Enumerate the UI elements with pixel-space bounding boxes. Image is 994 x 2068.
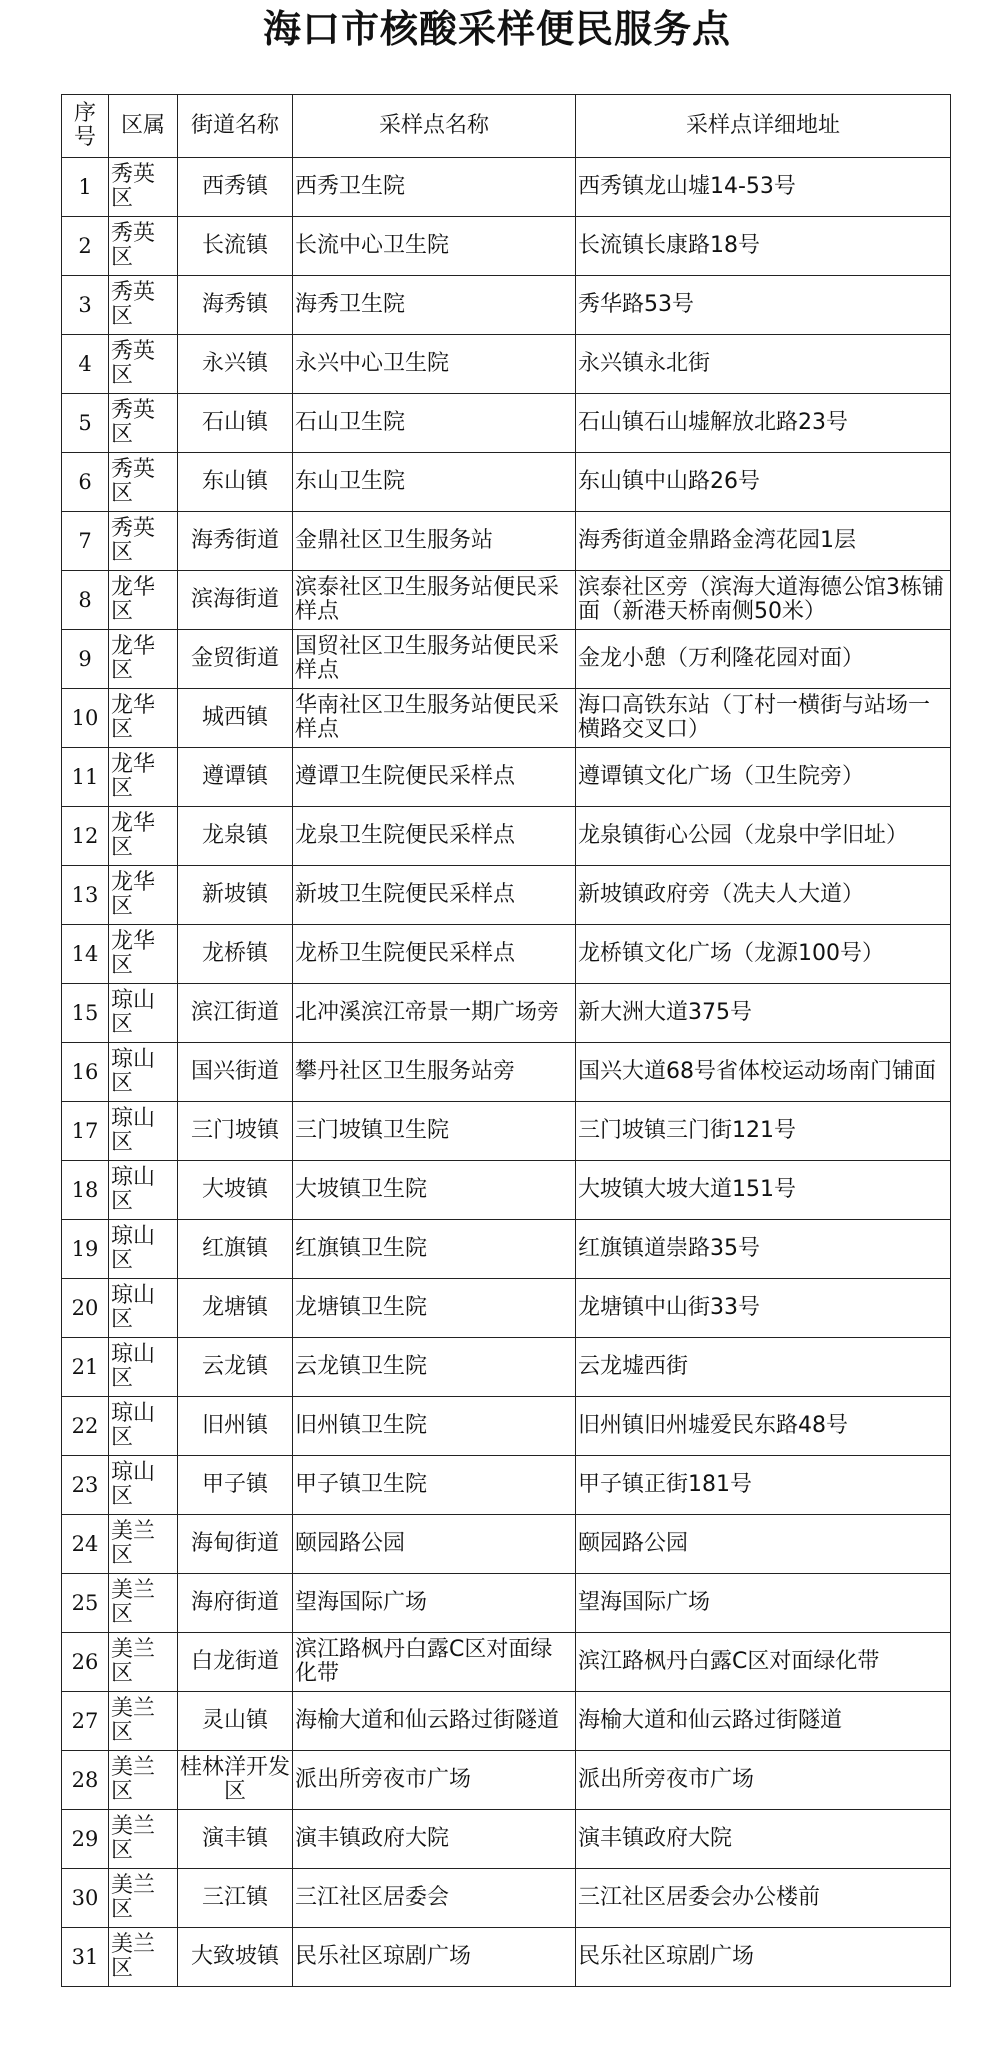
- row-site: 旧州镇卫生院: [293, 1397, 576, 1456]
- row-district: 秀英区: [109, 453, 178, 512]
- table-row: [62, 512, 951, 571]
- row-site: 大坡镇卫生院: [293, 1161, 576, 1220]
- row-no: 9: [62, 630, 109, 689]
- row-district: 龙华区: [109, 866, 178, 925]
- row-district: 秀英区: [109, 217, 178, 276]
- row-district: 琼山区: [109, 1102, 178, 1161]
- row-address: 海秀街道金鼎路金湾花园1层: [576, 512, 951, 571]
- row-no: 12: [62, 807, 109, 866]
- row-street: 东山镇: [178, 453, 293, 512]
- row-street: 新坡镇: [178, 866, 293, 925]
- row-street: 海秀镇: [178, 276, 293, 335]
- row-no: 27: [62, 1692, 109, 1751]
- row-address: 长流镇长康路18号: [576, 217, 951, 276]
- table-row: [62, 217, 951, 276]
- row-site: 华南社区卫生服务站便民采样点: [293, 689, 576, 748]
- row-site: 遵谭卫生院便民采样点: [293, 748, 576, 807]
- row-district: 琼山区: [109, 1220, 178, 1279]
- row-district: 美兰区: [109, 1574, 178, 1633]
- table-row: [62, 453, 951, 512]
- row-site: 永兴中心卫生院: [293, 335, 576, 394]
- row-address: 国兴大道68号省体校运动场南门铺面: [576, 1043, 951, 1102]
- table-row: [62, 1810, 951, 1869]
- row-address: 民乐社区琼剧广场: [576, 1928, 951, 1987]
- row-site: 龙泉卫生院便民采样点: [293, 807, 576, 866]
- row-site: 金鼎社区卫生服务站: [293, 512, 576, 571]
- table-row: [62, 276, 951, 335]
- table-row: [62, 1633, 951, 1692]
- table-row: [62, 1692, 951, 1751]
- row-address: 云龙墟西街: [576, 1338, 951, 1397]
- row-site: 滨江路枫丹白露C区对面绿化带: [293, 1633, 576, 1692]
- row-no: 26: [62, 1633, 109, 1692]
- row-no: 25: [62, 1574, 109, 1633]
- row-address: 演丰镇政府大院: [576, 1810, 951, 1869]
- row-site: 国贸社区卫生服务站便民采样点: [293, 630, 576, 689]
- row-address: 颐园路公园: [576, 1515, 951, 1574]
- row-district: 龙华区: [109, 925, 178, 984]
- row-address: 新大洲大道375号: [576, 984, 951, 1043]
- table-row: [62, 1928, 951, 1987]
- row-no: 5: [62, 394, 109, 453]
- row-no: 31: [62, 1928, 109, 1987]
- row-district: 琼山区: [109, 1397, 178, 1456]
- row-district: 美兰区: [109, 1810, 178, 1869]
- row-address: 红旗镇道崇路35号: [576, 1220, 951, 1279]
- row-site: 演丰镇政府大院: [293, 1810, 576, 1869]
- table-row: [62, 394, 951, 453]
- header-site: 采样点名称: [293, 95, 576, 158]
- row-address: 东山镇中山路26号: [576, 453, 951, 512]
- row-street: 甲子镇: [178, 1456, 293, 1515]
- row-address: 遵谭镇文化广场（卫生院旁）: [576, 748, 951, 807]
- table-header-row: [62, 95, 951, 158]
- row-street: 大坡镇: [178, 1161, 293, 1220]
- row-address: 三门坡镇三门街121号: [576, 1102, 951, 1161]
- row-no: 11: [62, 748, 109, 807]
- row-no: 19: [62, 1220, 109, 1279]
- row-site: 龙塘镇卫生院: [293, 1279, 576, 1338]
- row-address: 三江社区居委会办公楼前: [576, 1869, 951, 1928]
- page-title: 海口市核酸采样便民服务点: [262, 7, 731, 51]
- table-row: [62, 571, 951, 630]
- row-street: 海府街道: [178, 1574, 293, 1633]
- row-street: 海甸街道: [178, 1515, 293, 1574]
- row-no: 21: [62, 1338, 109, 1397]
- row-street: 国兴街道: [178, 1043, 293, 1102]
- table-row: [62, 1869, 951, 1928]
- row-street: 桂林洋开发区: [178, 1751, 293, 1810]
- row-no: 4: [62, 335, 109, 394]
- row-district: 秀英区: [109, 512, 178, 571]
- row-no: 8: [62, 571, 109, 630]
- row-street: 云龙镇: [178, 1338, 293, 1397]
- table-row: [62, 335, 951, 394]
- row-site: 海榆大道和仙云路过街隧道: [293, 1692, 576, 1751]
- row-street: 永兴镇: [178, 335, 293, 394]
- row-street: 滨江街道: [178, 984, 293, 1043]
- row-street: 白龙街道: [178, 1633, 293, 1692]
- row-street: 石山镇: [178, 394, 293, 453]
- row-district: 琼山区: [109, 1279, 178, 1338]
- row-site: 望海国际广场: [293, 1574, 576, 1633]
- row-site: 三门坡镇卫生院: [293, 1102, 576, 1161]
- table-row: [62, 1397, 951, 1456]
- row-no: 22: [62, 1397, 109, 1456]
- row-site: 颐园路公园: [293, 1515, 576, 1574]
- table-row: [62, 689, 951, 748]
- row-site: 攀丹社区卫生服务站旁: [293, 1043, 576, 1102]
- table-row: [62, 1456, 951, 1515]
- row-district: 秀英区: [109, 158, 178, 217]
- row-address: 新坡镇政府旁（冼夫人大道）: [576, 866, 951, 925]
- row-street: 大致坡镇: [178, 1928, 293, 1987]
- row-no: 20: [62, 1279, 109, 1338]
- table-row: [62, 748, 951, 807]
- row-district: 琼山区: [109, 1161, 178, 1220]
- row-street: 演丰镇: [178, 1810, 293, 1869]
- row-no: 28: [62, 1751, 109, 1810]
- row-no: 1: [62, 158, 109, 217]
- table-row: [62, 1102, 951, 1161]
- row-district: 美兰区: [109, 1869, 178, 1928]
- row-district: 琼山区: [109, 1043, 178, 1102]
- row-street: 城西镇: [178, 689, 293, 748]
- row-district: 美兰区: [109, 1928, 178, 1987]
- table-body: [62, 158, 951, 1987]
- row-district: 美兰区: [109, 1751, 178, 1810]
- row-address: 甲子镇正街181号: [576, 1456, 951, 1515]
- row-site: 西秀卫生院: [293, 158, 576, 217]
- row-site: 长流中心卫生院: [293, 217, 576, 276]
- row-district: 美兰区: [109, 1515, 178, 1574]
- row-district: 龙华区: [109, 571, 178, 630]
- row-address: 龙桥镇文化广场（龙源100号）: [576, 925, 951, 984]
- row-address: 望海国际广场: [576, 1574, 951, 1633]
- row-street: 灵山镇: [178, 1692, 293, 1751]
- row-street: 遵谭镇: [178, 748, 293, 807]
- row-site: 民乐社区琼剧广场: [293, 1928, 576, 1987]
- table-row: [62, 158, 951, 217]
- row-site: 红旗镇卫生院: [293, 1220, 576, 1279]
- header-street: 街道名称: [178, 95, 293, 158]
- row-street: 旧州镇: [178, 1397, 293, 1456]
- row-site: 甲子镇卫生院: [293, 1456, 576, 1515]
- row-district: 琼山区: [109, 1338, 178, 1397]
- row-address: 海口高铁东站（丁村一横街与站场一横路交叉口）: [576, 689, 951, 748]
- row-address: 永兴镇永北街: [576, 335, 951, 394]
- row-address: 旧州镇旧州墟爱民东路48号: [576, 1397, 951, 1456]
- row-street: 西秀镇: [178, 158, 293, 217]
- table-row: [62, 984, 951, 1043]
- row-no: 13: [62, 866, 109, 925]
- row-district: 龙华区: [109, 748, 178, 807]
- row-address: 金龙小憩（万利隆花园对面）: [576, 630, 951, 689]
- row-address: 石山镇石山墟解放北路23号: [576, 394, 951, 453]
- row-no: 2: [62, 217, 109, 276]
- row-district: 美兰区: [109, 1633, 178, 1692]
- row-district: 琼山区: [109, 984, 178, 1043]
- row-no: 18: [62, 1161, 109, 1220]
- row-district: 龙华区: [109, 807, 178, 866]
- row-site: 北冲溪滨江帝景一期广场旁: [293, 984, 576, 1043]
- table-row: [62, 807, 951, 866]
- row-address: 秀华路53号: [576, 276, 951, 335]
- row-site: 新坡卫生院便民采样点: [293, 866, 576, 925]
- row-address: 派出所旁夜市广场: [576, 1751, 951, 1810]
- row-district: 龙华区: [109, 630, 178, 689]
- row-district: 龙华区: [109, 689, 178, 748]
- row-address: 大坡镇大坡大道151号: [576, 1161, 951, 1220]
- row-no: 14: [62, 925, 109, 984]
- row-site: 石山卫生院: [293, 394, 576, 453]
- table-row: [62, 1751, 951, 1810]
- row-street: 三门坡镇: [178, 1102, 293, 1161]
- table-row: [62, 1043, 951, 1102]
- row-street: 滨海街道: [178, 571, 293, 630]
- table-row: [62, 1220, 951, 1279]
- table-row: [62, 1574, 951, 1633]
- row-site: 龙桥卫生院便民采样点: [293, 925, 576, 984]
- row-street: 海秀街道: [178, 512, 293, 571]
- row-street: 龙塘镇: [178, 1279, 293, 1338]
- row-district: 秀英区: [109, 335, 178, 394]
- row-address: 滨江路枫丹白露C区对面绿化带: [576, 1633, 951, 1692]
- table-row: [62, 1515, 951, 1574]
- row-no: 10: [62, 689, 109, 748]
- table-row: [62, 866, 951, 925]
- row-address: 海榆大道和仙云路过街隧道: [576, 1692, 951, 1751]
- row-site: 云龙镇卫生院: [293, 1338, 576, 1397]
- row-district: 琼山区: [109, 1456, 178, 1515]
- header-address: 采样点详细地址: [576, 95, 951, 158]
- row-site: 派出所旁夜市广场: [293, 1751, 576, 1810]
- row-no: 7: [62, 512, 109, 571]
- row-no: 15: [62, 984, 109, 1043]
- sampling-sites-table: [61, 94, 951, 1987]
- row-street: 龙泉镇: [178, 807, 293, 866]
- row-no: 23: [62, 1456, 109, 1515]
- row-no: 30: [62, 1869, 109, 1928]
- row-address: 西秀镇龙山墟14-53号: [576, 158, 951, 217]
- row-address: 龙塘镇中山街33号: [576, 1279, 951, 1338]
- row-no: 6: [62, 453, 109, 512]
- row-address: 滨泰社区旁（滨海大道海德公馆3栋铺面（新港天桥南侧50米）: [576, 571, 951, 630]
- row-site: 海秀卫生院: [293, 276, 576, 335]
- table-row: [62, 630, 951, 689]
- row-site: 三江社区居委会: [293, 1869, 576, 1928]
- row-district: 秀英区: [109, 276, 178, 335]
- row-address: 龙泉镇街心公园（龙泉中学旧址）: [576, 807, 951, 866]
- row-no: 29: [62, 1810, 109, 1869]
- row-street: 金贸街道: [178, 630, 293, 689]
- row-street: 三江镇: [178, 1869, 293, 1928]
- row-street: 龙桥镇: [178, 925, 293, 984]
- table-row: [62, 1161, 951, 1220]
- header-district: 区属: [109, 95, 178, 158]
- header-no: 序号: [62, 95, 109, 158]
- table-row: [62, 1279, 951, 1338]
- row-no: 24: [62, 1515, 109, 1574]
- table-row: [62, 925, 951, 984]
- row-street: 长流镇: [178, 217, 293, 276]
- row-no: 3: [62, 276, 109, 335]
- row-street: 红旗镇: [178, 1220, 293, 1279]
- row-district: 美兰区: [109, 1692, 178, 1751]
- table-row: [62, 1338, 951, 1397]
- row-no: 17: [62, 1102, 109, 1161]
- row-site: 滨泰社区卫生服务站便民采样点: [293, 571, 576, 630]
- row-no: 16: [62, 1043, 109, 1102]
- row-site: 东山卫生院: [293, 453, 576, 512]
- row-district: 秀英区: [109, 394, 178, 453]
